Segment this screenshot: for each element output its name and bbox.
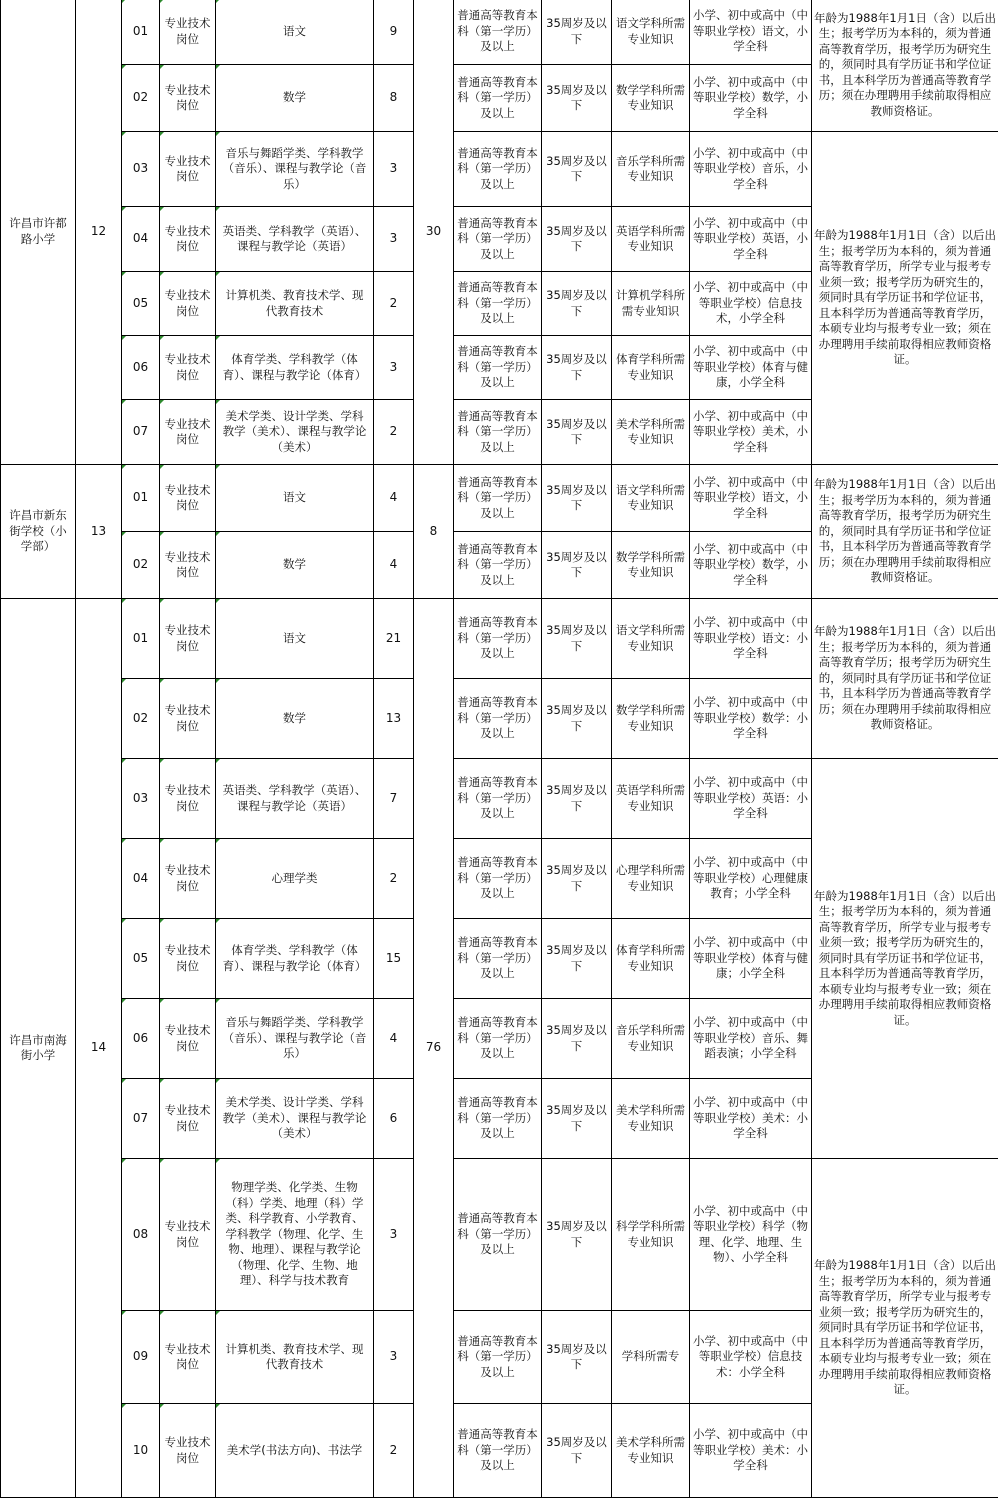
post-number: 08 — [122, 1159, 160, 1311]
table-row — [1, 465, 998, 532]
age: 35周岁及以下 — [542, 1311, 612, 1404]
major: 美术学(书法方向)、书法学 — [216, 1404, 374, 1498]
post-type: 专业技术岗位 — [160, 839, 216, 919]
table-row — [1, 0, 998, 65]
education: 普通高等教育本科（第一学历）及以上 — [454, 599, 542, 679]
post-number: 10 — [122, 1404, 160, 1498]
exam-subject: 科学学科所需专业知识 — [612, 1159, 690, 1311]
exam-subject: 美术学科所需专业知识 — [612, 1079, 690, 1159]
certificate: 小学、初中或高中（中等职业学校）英语：小学全科 — [690, 759, 812, 839]
age: 35周岁及以下 — [542, 999, 612, 1079]
education: 普通高等教育本科（第一学历）及以上 — [454, 272, 542, 336]
major: 计算机类、教育技术学、现代教育技术 — [216, 1311, 374, 1404]
major: 数学 — [216, 532, 374, 599]
exam-subject: 体育学科所需专业知识 — [612, 919, 690, 999]
major: 英语类、学科教学（英语）、课程与教学论（英语） — [216, 207, 374, 272]
post-number: 07 — [122, 400, 160, 465]
major: 英语类、学科教学（英语）、课程与教学论（英语） — [216, 759, 374, 839]
table-row — [1, 759, 998, 839]
major: 美术学类、设计学类、学科教学（美术）、课程与教学论（美术） — [216, 400, 374, 465]
recruit-count: 4 — [374, 465, 414, 532]
recruit-count: 15 — [374, 919, 414, 999]
exam-subject: 美术学科所需专业知识 — [612, 1404, 690, 1498]
post-number: 02 — [122, 532, 160, 599]
age: 35周岁及以下 — [542, 1079, 612, 1159]
exam-subject: 数学学科所需专业知识 — [612, 532, 690, 599]
post-type: 专业技术岗位 — [160, 336, 216, 400]
recruit-count: 6 — [374, 1079, 414, 1159]
remark: 年龄为1988年1月1日（含）以后出生；报考学历为本科的，须为普通高等教育学历，所学专业与报考专业须一致；报考学历为研究生的，须同时具有学历证书和学位证书，且本科学历为普通高等教育学历，本硕专业均与报考专业一致；须在办理聘用手续前取得相应教师资格证。 — [812, 132, 998, 465]
major: 语文 — [216, 465, 374, 532]
post-number: 01 — [122, 465, 160, 532]
major: 体育学类、学科教学（体育）、课程与教学论（体育） — [216, 336, 374, 400]
major: 语文 — [216, 599, 374, 679]
recruit-count: 3 — [374, 1311, 414, 1404]
unit-total: 8 — [414, 465, 454, 599]
major: 音乐与舞蹈学类、学科教学（音乐）、课程与教学论（音乐） — [216, 132, 374, 207]
education: 普通高等教育本科（第一学历）及以上 — [454, 999, 542, 1079]
post-type: 专业技术岗位 — [160, 1079, 216, 1159]
certificate: 小学、初中或高中（中等职业学校）数学，小学全科 — [690, 532, 812, 599]
remark: 年龄为1988年1月1日（含）以后出生；报考学历为本科的，须为普通高等教育学历，报考学历为研究生的，须同时具有学历证书和学位证书，且本科学历为普通高等教育学历；须在办理聘用手续前取得相应教师资格证。 — [812, 0, 998, 132]
recruit-count: 4 — [374, 999, 414, 1079]
education: 普通高等教育本科（第一学历）及以上 — [454, 132, 542, 207]
major: 数学 — [216, 679, 374, 759]
remark: 年龄为1988年1月1日（含）以后出生；报考学历为本科的，须为普通高等教育学历，报考学历为研究生的，须同时具有学历证书和学位证书，且本科学历为普通高等教育学历；须在办理聘用手续前取得相应教师资格证。 — [812, 465, 998, 599]
certificate: 小学、初中或高中（中等职业学校）心理健康教育；小学全科 — [690, 839, 812, 919]
education: 普通高等教育本科（第一学历）及以上 — [454, 465, 542, 532]
post-number: 01 — [122, 0, 160, 65]
certificate: 小学、初中或高中（中等职业学校）数学，小学全科 — [690, 65, 812, 132]
recruit-count: 3 — [374, 1159, 414, 1311]
age: 35周岁及以下 — [542, 679, 612, 759]
major: 语文 — [216, 0, 374, 65]
unit-number: 12 — [76, 0, 122, 465]
education: 普通高等教育本科（第一学历）及以上 — [454, 65, 542, 132]
unit-total: 30 — [414, 0, 454, 465]
age: 35周岁及以下 — [542, 400, 612, 465]
post-type: 专业技术岗位 — [160, 65, 216, 132]
post-type: 专业技术岗位 — [160, 532, 216, 599]
education: 普通高等教育本科（第一学历）及以上 — [454, 1311, 542, 1404]
major: 音乐与舞蹈学类、学科教学（音乐）、课程与教学论（音乐） — [216, 999, 374, 1079]
age: 35周岁及以下 — [542, 919, 612, 999]
education: 普通高等教育本科（第一学历）及以上 — [454, 1079, 542, 1159]
recruit-count: 2 — [374, 400, 414, 465]
education: 普通高等教育本科（第一学历）及以上 — [454, 400, 542, 465]
exam-subject: 体育学科所需专业知识 — [612, 336, 690, 400]
exam-subject: 语文学科所需专业知识 — [612, 599, 690, 679]
post-number: 04 — [122, 839, 160, 919]
certificate: 小学、初中或高中（中等职业学校）语文，小学全科 — [690, 465, 812, 532]
certificate: 小学、初中或高中（中等职业学校）音乐、舞蹈表演；小学全科 — [690, 999, 812, 1079]
post-number: 03 — [122, 132, 160, 207]
post-number: 01 — [122, 599, 160, 679]
certificate: 小学、初中或高中（中等职业学校）数学：小学全科 — [690, 679, 812, 759]
post-type: 专业技术岗位 — [160, 1311, 216, 1404]
exam-subject: 数学学科所需专业知识 — [612, 679, 690, 759]
age: 35周岁及以下 — [542, 272, 612, 336]
age: 35周岁及以下 — [542, 532, 612, 599]
exam-subject: 音乐学科所需专业知识 — [612, 999, 690, 1079]
unit-name: 许昌市南海街小学 — [1, 599, 76, 1498]
education: 普通高等教育本科（第一学历）及以上 — [454, 679, 542, 759]
education: 普通高等教育本科（第一学历）及以上 — [454, 207, 542, 272]
exam-subject: 音乐学科所需专业知识 — [612, 132, 690, 207]
major: 计算机类、教育技术学、现代教育技术 — [216, 272, 374, 336]
unit-name: 许昌市新东街学校（小学部） — [1, 465, 76, 599]
post-number: 06 — [122, 999, 160, 1079]
recruit-count: 2 — [374, 1404, 414, 1498]
age: 35周岁及以下 — [542, 599, 612, 679]
post-number: 02 — [122, 65, 160, 132]
remark: 年龄为1988年1月1日（含）以后出生；报考学历为本科的，须为普通高等教育学历；报考学历为研究生的，须同时具有学历证书和学位证书，且本科学历为普通高等教育学历；须在办理聘用手续前取得相应教师资格证。 — [812, 599, 998, 759]
education: 普通高等教育本科（第一学历）及以上 — [454, 532, 542, 599]
unit-total: 76 — [414, 599, 454, 1498]
certificate: 小学、初中或高中（中等职业学校）科学（物理、化学、地理、生物）、小学全科 — [690, 1159, 812, 1311]
post-type: 专业技术岗位 — [160, 207, 216, 272]
post-type: 专业技术岗位 — [160, 759, 216, 839]
recruit-count: 2 — [374, 839, 414, 919]
post-number: 03 — [122, 759, 160, 839]
post-type: 专业技术岗位 — [160, 272, 216, 336]
recruit-count: 3 — [374, 132, 414, 207]
major: 美术学类、设计学类、学科教学（美术）、课程与教学论（美术） — [216, 1079, 374, 1159]
post-type: 专业技术岗位 — [160, 919, 216, 999]
certificate: 小学、初中或高中（中等职业学校）美术：小学全科 — [690, 1404, 812, 1498]
unit-number: 13 — [76, 465, 122, 599]
age: 35周岁及以下 — [542, 465, 612, 532]
age: 35周岁及以下 — [542, 65, 612, 132]
age: 35周岁及以下 — [542, 132, 612, 207]
post-number: 09 — [122, 1311, 160, 1404]
exam-subject: 学科所需专 — [612, 1311, 690, 1404]
exam-subject: 心理学科所需专业知识 — [612, 839, 690, 919]
age: 35周岁及以下 — [542, 207, 612, 272]
certificate: 小学、初中或高中（中等职业学校）语文，小学全科 — [690, 0, 812, 65]
recruit-count: 4 — [374, 532, 414, 599]
age: 35周岁及以下 — [542, 336, 612, 400]
age: 35周岁及以下 — [542, 759, 612, 839]
certificate: 小学、初中或高中（中等职业学校）信息技术：小学全科 — [690, 1311, 812, 1404]
table-row — [1, 1159, 998, 1311]
major: 心理学类 — [216, 839, 374, 919]
exam-subject: 美术学科所需专业知识 — [612, 400, 690, 465]
table-row — [1, 132, 998, 207]
post-number: 07 — [122, 1079, 160, 1159]
age: 35周岁及以下 — [542, 1159, 612, 1311]
major: 体育学类、学科教学（体育）、课程与教学论（体育） — [216, 919, 374, 999]
recruit-count: 3 — [374, 207, 414, 272]
unit-name: 许昌市许都路小学 — [1, 0, 76, 465]
major: 数学 — [216, 65, 374, 132]
education: 普通高等教育本科（第一学历）及以上 — [454, 336, 542, 400]
exam-subject: 英语学科所需专业知识 — [612, 207, 690, 272]
post-type: 专业技术岗位 — [160, 465, 216, 532]
post-type: 专业技术岗位 — [160, 400, 216, 465]
unit-number: 14 — [76, 599, 122, 1498]
post-type: 专业技术岗位 — [160, 599, 216, 679]
table-row — [1, 599, 998, 679]
certificate: 小学、初中或高中（中等职业学校）音乐，小学全科 — [690, 132, 812, 207]
certificate: 小学、初中或高中（中等职业学校）体育与健康；小学全科 — [690, 919, 812, 999]
recruit-count: 2 — [374, 272, 414, 336]
post-type: 专业技术岗位 — [160, 1159, 216, 1311]
post-type: 专业技术岗位 — [160, 999, 216, 1079]
recruit-count: 3 — [374, 336, 414, 400]
recruit-count: 7 — [374, 759, 414, 839]
certificate: 小学、初中或高中（中等职业学校）信息技术，小学全科 — [690, 272, 812, 336]
education: 普通高等教育本科（第一学历）及以上 — [454, 839, 542, 919]
major: 物理学类、化学类、生物（科）学类、地理（科）学类、科学教育、小学教育、学科教学（物理、化学、生物、地理）、课程与教学论（物理、化学、生物、地理）、科学与技术教育 — [216, 1159, 374, 1311]
post-type: 专业技术岗位 — [160, 132, 216, 207]
exam-subject: 数学学科所需专业知识 — [612, 65, 690, 132]
post-number: 05 — [122, 919, 160, 999]
exam-subject: 英语学科所需专业知识 — [612, 759, 690, 839]
post-type: 专业技术岗位 — [160, 0, 216, 65]
exam-subject: 语文学科所需专业知识 — [612, 465, 690, 532]
education: 普通高等教育本科（第一学历）及以上 — [454, 1159, 542, 1311]
certificate: 小学、初中或高中（中等职业学校）美术，小学全科 — [690, 400, 812, 465]
exam-subject: 计算机学科所需专业知识 — [612, 272, 690, 336]
recruit-count: 21 — [374, 599, 414, 679]
certificate: 小学、初中或高中（中等职业学校）语文：小学全科 — [690, 599, 812, 679]
recruit-count: 13 — [374, 679, 414, 759]
certificate: 小学、初中或高中（中等职业学校）美术：小学全科 — [690, 1079, 812, 1159]
age: 35周岁及以下 — [542, 1404, 612, 1498]
post-number: 04 — [122, 207, 160, 272]
remark: 年龄为1988年1月1日（含）以后出生；报考学历为本科的，须为普通高等教育学历，所学专业与报考专业须一致；报考学历为研究生的，须同时具有学历证书和学位证书，且本科学历为普通高等教育学历，本硕专业均与报考专业一致；须在办理聘用手续前取得相应教师资格证。 — [812, 759, 998, 1159]
post-number: 05 — [122, 272, 160, 336]
post-number: 02 — [122, 679, 160, 759]
remark: 年龄为1988年1月1日（含）以后出生；报考学历为本科的，须为普通高等教育学历，所学专业与报考专业须一致；报考学历为研究生的，须同时具有学历证书和学位证书，且本科学历为普通高等教育学历，本硕专业均与报考专业一致；须在办理聘用手续前取得相应教师资格证。 — [812, 1159, 998, 1498]
age: 35周岁及以下 — [542, 0, 612, 65]
post-type: 专业技术岗位 — [160, 1404, 216, 1498]
recruit-count: 8 — [374, 65, 414, 132]
post-type: 专业技术岗位 — [160, 679, 216, 759]
age: 35周岁及以下 — [542, 839, 612, 919]
education: 普通高等教育本科（第一学历）及以上 — [454, 1404, 542, 1498]
exam-subject: 语文学科所需专业知识 — [612, 0, 690, 65]
education: 普通高等教育本科（第一学历）及以上 — [454, 759, 542, 839]
recruit-count: 9 — [374, 0, 414, 65]
education: 普通高等教育本科（第一学历）及以上 — [454, 0, 542, 65]
post-number: 06 — [122, 336, 160, 400]
education: 普通高等教育本科（第一学历）及以上 — [454, 919, 542, 999]
certificate: 小学、初中或高中（中等职业学校）体育与健康，小学全科 — [690, 336, 812, 400]
certificate: 小学、初中或高中（中等职业学校）英语，小学全科 — [690, 207, 812, 272]
